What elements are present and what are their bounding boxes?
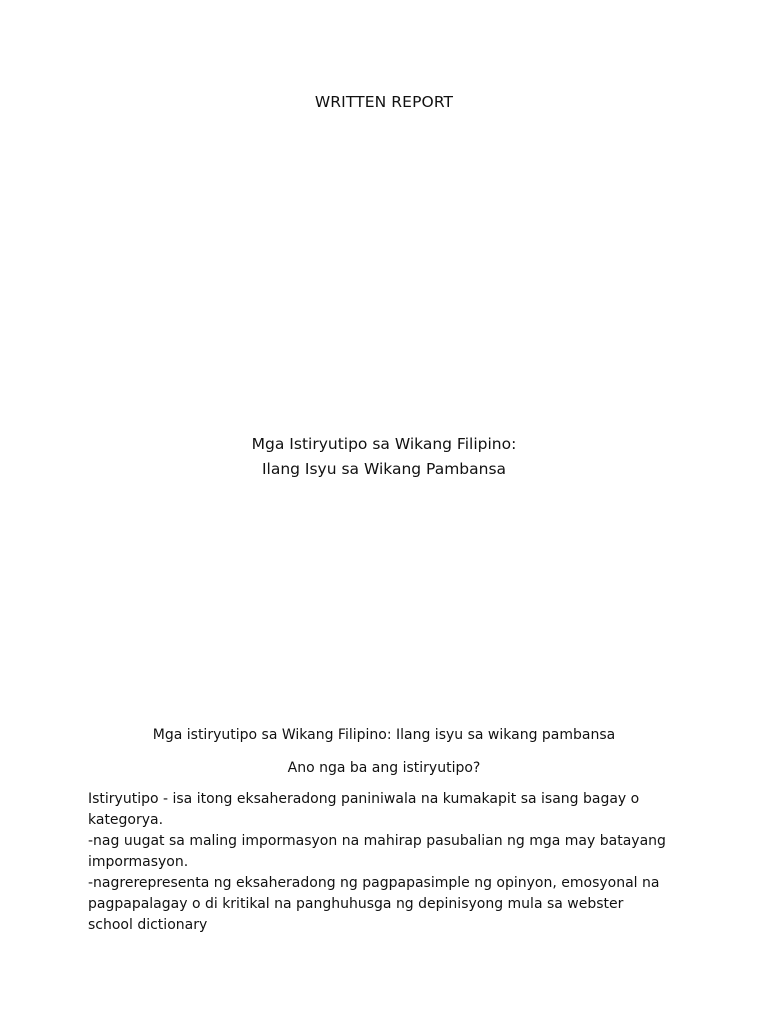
- paragraph-definition: Istiryutipo - isa itong eksaheradong paniniwala na kumakapit sa isang bagay o kategorya.: [88, 791, 640, 828]
- body-text: [88, 789, 668, 936]
- topic-title: [0, 432, 768, 482]
- paragraph-representation: -nagrerepresenta ng eksaheradong ng pagpapasimple ng opinyon, emosyonal na pagpapalagay o di kritikal na panghuhusga ng depinisyong mula sa webster school dictionary: [88, 875, 660, 933]
- report-title: WRITTEN REPORT: [314, 93, 454, 111]
- section-question: Ano nga ba ang istiryutipo?: [287, 760, 481, 776]
- paragraph-origin: -nag uugat sa maling impormasyon na mahirap pasubalian ng mga may batayang impormasyon.: [88, 833, 666, 870]
- topic-title-line-1: Mga Istiryutipo sa Wikang Filipino:: [251, 435, 517, 453]
- topic-title-line-2: Ilang Isyu sa Wikang Pambansa: [261, 460, 507, 478]
- section-subtitle: Mga istiryutipo sa Wikang Filipino: Ilang isyu sa wikang pambansa: [152, 727, 616, 743]
